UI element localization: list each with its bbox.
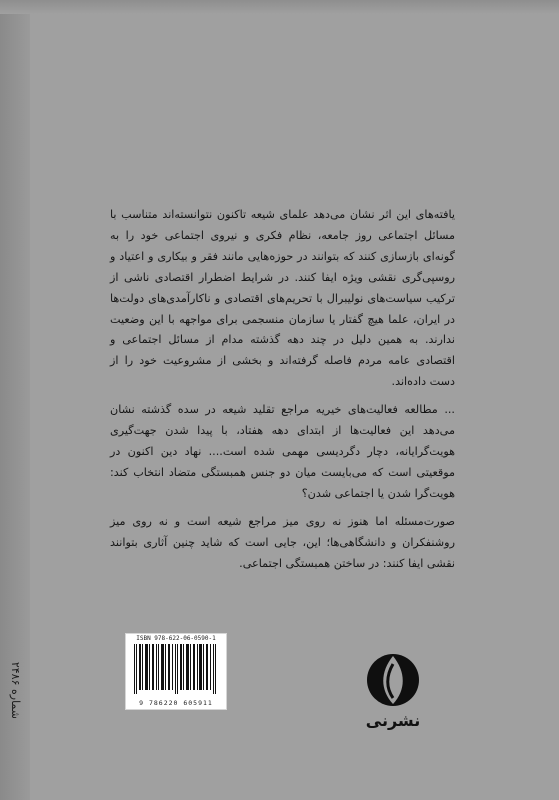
nashr-ney-logo-icon (366, 650, 420, 710)
blurb-paragraph: ... مطالعه فعالیت‌های خیریه مراجع تقلید شیعه در سده گذشته نشان می‌دهد این فعالیت‌ها از ابتدای دهه هفتاد، با پیدا شدن جهت‌گیری هویت‌گرایانه، دچار دگردیسی مهمی شده است.... نهاد دین اکنون در موقعیتی است که می‌بایست میان دو جنس همبستگی متضاد انتخاب کند: هویت‌گرا شدن یا اجتماعی شدن؟ (110, 403, 455, 500)
blurb-paragraph: یافته‌های این اثر نشان می‌دهد علمای شیعه تاکنون نتوانسته‌اند متناسب با مسائل اجتماعی روز جامعه، نظام فکری و نیروی اجتماعی خود را به گونه‌ای بازسازی کنند که بتوانند در حوزه‌هایی مانند فقر و بیکاری و اعتیاد و روسپی‌گری نقشی ویژه ایفا کنند. در شرایط اضطرار اقتصادی ناشی از ترکیب سیاست‌های نولیبرال با تحریم‌های اقتصادی و ناکارآمدی‌های دولت‌ها در ایران، علما هیچ گفتار یا سازمان منسجمی برای مواجهه با این وضعیت ندارند. به همین دلیل در چند دهه گذشته مدام از مسائل اجتماعی و اقتصادی عامه مردم فاصله گرفته‌اند و بخشی از مشروعیت خود را از دست داده‌اند. (110, 208, 455, 389)
blurb-text (110, 205, 455, 574)
isbn-barcode (125, 633, 227, 710)
cover-top-edge (0, 0, 559, 14)
barcode-number: 9 786220 605911 (139, 699, 213, 707)
barcode-bars (132, 644, 220, 694)
blurb-paragraph: صورت‌مسئله اما هنوز نه روی میز مراجع شیعه است و نه روی میز روشنفکران و دانشگاهی‌ها؛ این، جایی است که شاید چنین آثاری بتوانند نقشی ایفا کنند: در ساختن همبستگی اجتماعی. (110, 514, 455, 570)
isbn-number: ISBN 978-622-06-0590-1 (136, 635, 216, 642)
publisher-name: نشرنی (365, 711, 421, 730)
spine-label: شماره ۲۴۸۶ (9, 661, 22, 719)
